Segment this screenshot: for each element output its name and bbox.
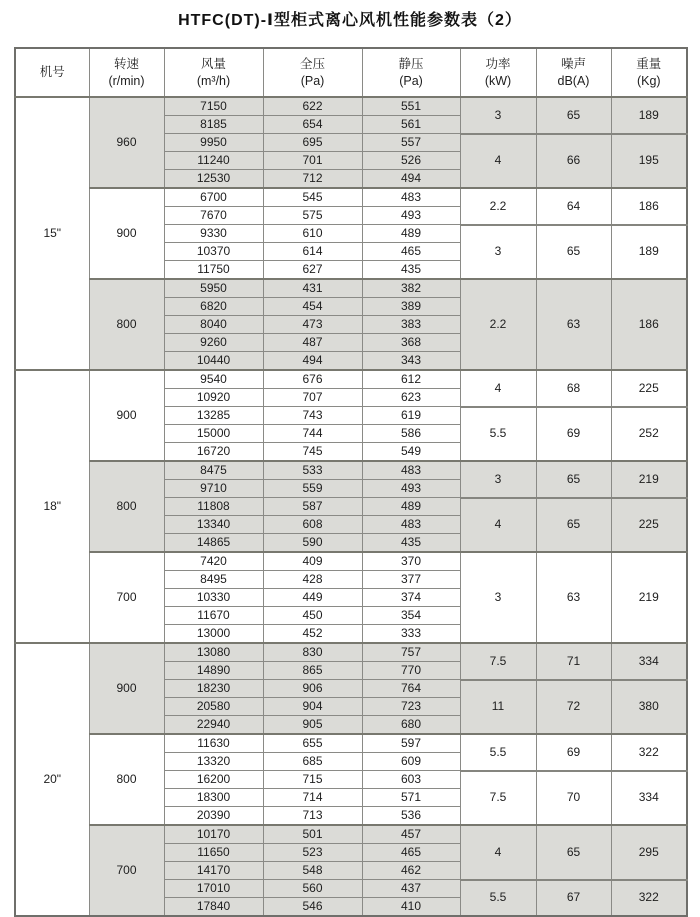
header-unit: (m³/h) <box>196 73 231 88</box>
cell-airflow: 11650 <box>164 844 263 862</box>
cell-total-pressure: 714 <box>263 789 362 807</box>
cell-machine-size: 18" <box>15 370 89 643</box>
cell-airflow: 14890 <box>164 662 263 680</box>
table-row <box>15 643 687 662</box>
header-static-pressure <box>362 48 460 97</box>
cell-static-pressure: 370 <box>362 552 460 571</box>
cell-noise: 69 <box>536 407 611 462</box>
cell-static-pressure: 465 <box>362 844 460 862</box>
cell-airflow: 13000 <box>164 625 263 644</box>
cell-weight: 334 <box>611 771 687 826</box>
page-title: HTFC(DT)-Ⅰ型柜式离心风机性能参数表（2） <box>178 12 522 29</box>
cell-total-pressure: 548 <box>263 862 362 880</box>
cell-static-pressure: 374 <box>362 589 460 607</box>
cell-airflow: 10330 <box>164 589 263 607</box>
cell-total-pressure: 590 <box>263 534 362 553</box>
cell-airflow: 13080 <box>164 643 263 662</box>
cell-power: 5.5 <box>460 734 536 771</box>
cell-weight: 189 <box>611 225 687 280</box>
header-unit: (Pa) <box>300 73 325 88</box>
cell-airflow: 17010 <box>164 880 263 898</box>
cell-speed: 900 <box>89 188 164 279</box>
cell-weight: 295 <box>611 825 687 880</box>
cell-airflow: 10370 <box>164 243 263 261</box>
cell-speed: 700 <box>89 552 164 643</box>
cell-airflow: 11750 <box>164 261 263 280</box>
fan-performance-table <box>14 47 688 917</box>
cell-airflow: 9260 <box>164 334 263 352</box>
cell-power: 7.5 <box>460 643 536 680</box>
cell-total-pressure: 545 <box>263 188 362 207</box>
cell-total-pressure: 865 <box>263 662 362 680</box>
cell-noise: 64 <box>536 188 611 225</box>
cell-static-pressure: 493 <box>362 207 460 225</box>
cell-total-pressure: 608 <box>263 516 362 534</box>
cell-airflow: 9330 <box>164 225 263 243</box>
cell-airflow: 8475 <box>164 461 263 480</box>
cell-static-pressure: 757 <box>362 643 460 662</box>
cell-noise: 63 <box>536 279 611 370</box>
cell-total-pressure: 587 <box>263 498 362 516</box>
cell-total-pressure: 685 <box>263 753 362 771</box>
cell-weight: 252 <box>611 407 687 462</box>
cell-airflow: 16200 <box>164 771 263 789</box>
table-row <box>15 370 687 389</box>
cell-noise: 65 <box>536 498 611 553</box>
cell-power: 7.5 <box>460 771 536 826</box>
header-machine-size <box>15 48 89 97</box>
cell-static-pressure: 764 <box>362 680 460 698</box>
cell-weight: 225 <box>611 498 687 553</box>
cell-total-pressure: 830 <box>263 643 362 662</box>
cell-static-pressure: 368 <box>362 334 460 352</box>
cell-noise: 68 <box>536 370 611 407</box>
cell-total-pressure: 450 <box>263 607 362 625</box>
cell-speed: 800 <box>89 461 164 552</box>
cell-total-pressure: 533 <box>263 461 362 480</box>
cell-total-pressure: 707 <box>263 389 362 407</box>
cell-weight: 322 <box>611 734 687 771</box>
header-airflow <box>164 48 263 97</box>
cell-power: 3 <box>460 552 536 643</box>
cell-total-pressure: 523 <box>263 844 362 862</box>
cell-airflow: 11240 <box>164 152 263 170</box>
cell-static-pressure: 680 <box>362 716 460 735</box>
cell-noise: 65 <box>536 461 611 498</box>
cell-static-pressure: 333 <box>362 625 460 644</box>
cell-airflow: 18230 <box>164 680 263 698</box>
cell-total-pressure: 575 <box>263 207 362 225</box>
cell-airflow: 9710 <box>164 480 263 498</box>
header-noise <box>536 48 611 97</box>
cell-speed: 700 <box>89 825 164 916</box>
cell-airflow: 6700 <box>164 188 263 207</box>
cell-airflow: 9950 <box>164 134 263 152</box>
header-label: 转速 <box>113 57 139 72</box>
table-row <box>15 461 687 480</box>
header-label: 风量 <box>200 57 226 72</box>
cell-noise: 69 <box>536 734 611 771</box>
cell-static-pressure: 493 <box>362 480 460 498</box>
cell-total-pressure: 428 <box>263 571 362 589</box>
cell-weight: 195 <box>611 134 687 189</box>
header-unit: dB(A) <box>557 73 590 88</box>
cell-static-pressure: 435 <box>362 261 460 280</box>
table-row <box>15 825 687 844</box>
cell-static-pressure: 603 <box>362 771 460 789</box>
header-unit: (Kg) <box>636 73 661 88</box>
cell-noise: 71 <box>536 643 611 680</box>
cell-weight: 189 <box>611 97 687 134</box>
cell-noise: 66 <box>536 134 611 189</box>
cell-total-pressure: 610 <box>263 225 362 243</box>
cell-static-pressure: 483 <box>362 461 460 480</box>
cell-airflow: 14865 <box>164 534 263 553</box>
cell-airflow: 15000 <box>164 425 263 443</box>
header-unit: (kW) <box>484 73 512 88</box>
cell-machine-size: 20" <box>15 643 89 916</box>
cell-airflow: 5950 <box>164 279 263 298</box>
cell-weight: 380 <box>611 680 687 735</box>
cell-total-pressure: 744 <box>263 425 362 443</box>
cell-static-pressure: 536 <box>362 807 460 826</box>
cell-airflow: 9540 <box>164 370 263 389</box>
cell-static-pressure: 549 <box>362 443 460 462</box>
cell-static-pressure: 623 <box>362 389 460 407</box>
cell-airflow: 13285 <box>164 407 263 425</box>
cell-static-pressure: 597 <box>362 734 460 753</box>
cell-static-pressure: 561 <box>362 116 460 134</box>
table-row <box>15 188 687 207</box>
header-unit: (r/min) <box>108 73 145 88</box>
cell-weight: 186 <box>611 188 687 225</box>
cell-power: 5.5 <box>460 880 536 917</box>
cell-airflow: 11630 <box>164 734 263 753</box>
cell-total-pressure: 449 <box>263 589 362 607</box>
cell-total-pressure: 454 <box>263 298 362 316</box>
cell-static-pressure: 462 <box>362 862 460 880</box>
cell-total-pressure: 560 <box>263 880 362 898</box>
cell-total-pressure: 546 <box>263 898 362 917</box>
cell-power: 3 <box>460 225 536 280</box>
cell-total-pressure: 654 <box>263 116 362 134</box>
cell-static-pressure: 483 <box>362 188 460 207</box>
cell-total-pressure: 676 <box>263 370 362 389</box>
cell-airflow: 11808 <box>164 498 263 516</box>
cell-total-pressure: 712 <box>263 170 362 189</box>
cell-airflow: 10170 <box>164 825 263 844</box>
cell-static-pressure: 612 <box>362 370 460 389</box>
cell-airflow: 16720 <box>164 443 263 462</box>
cell-total-pressure: 713 <box>263 807 362 826</box>
header-label: 全压 <box>299 57 325 72</box>
cell-total-pressure: 487 <box>263 334 362 352</box>
header-label: 噪声 <box>560 57 586 72</box>
cell-airflow: 17840 <box>164 898 263 917</box>
cell-airflow: 14170 <box>164 862 263 880</box>
cell-noise: 67 <box>536 880 611 917</box>
cell-static-pressure: 770 <box>362 662 460 680</box>
table-body <box>15 97 687 916</box>
cell-static-pressure: 389 <box>362 298 460 316</box>
cell-static-pressure: 354 <box>362 607 460 625</box>
cell-airflow: 8185 <box>164 116 263 134</box>
cell-speed: 960 <box>89 97 164 188</box>
cell-static-pressure: 410 <box>362 898 460 917</box>
cell-weight: 186 <box>611 279 687 370</box>
cell-weight: 219 <box>611 552 687 643</box>
cell-static-pressure: 557 <box>362 134 460 152</box>
cell-airflow: 10440 <box>164 352 263 371</box>
header-speed <box>89 48 164 97</box>
cell-airflow: 10920 <box>164 389 263 407</box>
cell-total-pressure: 622 <box>263 97 362 116</box>
cell-total-pressure: 494 <box>263 352 362 371</box>
cell-total-pressure: 501 <box>263 825 362 844</box>
cell-static-pressure: 343 <box>362 352 460 371</box>
cell-static-pressure: 609 <box>362 753 460 771</box>
cell-weight: 322 <box>611 880 687 917</box>
cell-static-pressure: 383 <box>362 316 460 334</box>
cell-airflow: 13320 <box>164 753 263 771</box>
cell-static-pressure: 483 <box>362 516 460 534</box>
table-row <box>15 97 687 116</box>
cell-power: 3 <box>460 461 536 498</box>
cell-total-pressure: 695 <box>263 134 362 152</box>
cell-static-pressure: 494 <box>362 170 460 189</box>
cell-power: 4 <box>460 498 536 553</box>
cell-airflow: 11670 <box>164 607 263 625</box>
cell-power: 5.5 <box>460 407 536 462</box>
cell-airflow: 20580 <box>164 698 263 716</box>
cell-total-pressure: 559 <box>263 480 362 498</box>
cell-static-pressure: 586 <box>362 425 460 443</box>
cell-static-pressure: 382 <box>362 279 460 298</box>
cell-static-pressure: 619 <box>362 407 460 425</box>
cell-total-pressure: 614 <box>263 243 362 261</box>
cell-airflow: 8495 <box>164 571 263 589</box>
cell-weight: 225 <box>611 370 687 407</box>
cell-airflow: 12530 <box>164 170 263 189</box>
header-label: 功率 <box>485 57 511 72</box>
header-label: 重量 <box>636 57 662 72</box>
header-unit: (Pa) <box>399 73 423 88</box>
cell-airflow: 7420 <box>164 552 263 571</box>
cell-speed: 900 <box>89 370 164 461</box>
cell-static-pressure: 571 <box>362 789 460 807</box>
header-label: 机号 <box>39 65 65 80</box>
cell-static-pressure: 435 <box>362 534 460 553</box>
cell-total-pressure: 431 <box>263 279 362 298</box>
cell-noise: 65 <box>536 825 611 880</box>
cell-airflow: 7670 <box>164 207 263 225</box>
cell-static-pressure: 457 <box>362 825 460 844</box>
cell-speed: 900 <box>89 643 164 734</box>
cell-airflow: 7150 <box>164 97 263 116</box>
cell-total-pressure: 701 <box>263 152 362 170</box>
cell-total-pressure: 745 <box>263 443 362 462</box>
cell-total-pressure: 452 <box>263 625 362 644</box>
cell-noise: 72 <box>536 680 611 735</box>
cell-static-pressure: 489 <box>362 498 460 516</box>
cell-power: 2.2 <box>460 188 536 225</box>
cell-static-pressure: 465 <box>362 243 460 261</box>
cell-static-pressure: 437 <box>362 880 460 898</box>
cell-power: 2.2 <box>460 279 536 370</box>
cell-noise: 65 <box>536 97 611 134</box>
cell-airflow: 6820 <box>164 298 263 316</box>
cell-noise: 65 <box>536 225 611 280</box>
header-total-pressure <box>263 48 362 97</box>
table-row <box>15 734 687 753</box>
cell-airflow: 13340 <box>164 516 263 534</box>
cell-total-pressure: 409 <box>263 552 362 571</box>
cell-total-pressure: 627 <box>263 261 362 280</box>
cell-static-pressure: 551 <box>362 97 460 116</box>
cell-static-pressure: 489 <box>362 225 460 243</box>
cell-airflow: 22940 <box>164 716 263 735</box>
table-header <box>15 48 687 97</box>
cell-noise: 63 <box>536 552 611 643</box>
cell-speed: 800 <box>89 734 164 825</box>
cell-total-pressure: 715 <box>263 771 362 789</box>
cell-power: 11 <box>460 680 536 735</box>
cell-weight: 219 <box>611 461 687 498</box>
cell-total-pressure: 743 <box>263 407 362 425</box>
header-label: 静压 <box>398 57 424 72</box>
cell-machine-size: 15" <box>15 97 89 370</box>
cell-total-pressure: 905 <box>263 716 362 735</box>
cell-airflow: 20390 <box>164 807 263 826</box>
cell-airflow: 18300 <box>164 789 263 807</box>
cell-total-pressure: 473 <box>263 316 362 334</box>
cell-power: 4 <box>460 825 536 880</box>
cell-power: 4 <box>460 134 536 189</box>
header-row <box>15 48 687 97</box>
cell-total-pressure: 904 <box>263 698 362 716</box>
cell-weight: 334 <box>611 643 687 680</box>
cell-total-pressure: 655 <box>263 734 362 753</box>
header-power <box>460 48 536 97</box>
cell-airflow: 8040 <box>164 316 263 334</box>
cell-speed: 800 <box>89 279 164 370</box>
cell-power: 3 <box>460 97 536 134</box>
cell-noise: 70 <box>536 771 611 826</box>
cell-static-pressure: 723 <box>362 698 460 716</box>
header-weight <box>611 48 687 97</box>
cell-static-pressure: 526 <box>362 152 460 170</box>
cell-static-pressure: 377 <box>362 571 460 589</box>
cell-power: 4 <box>460 370 536 407</box>
cell-total-pressure: 906 <box>263 680 362 698</box>
table-row <box>15 552 687 571</box>
table-row <box>15 279 687 298</box>
